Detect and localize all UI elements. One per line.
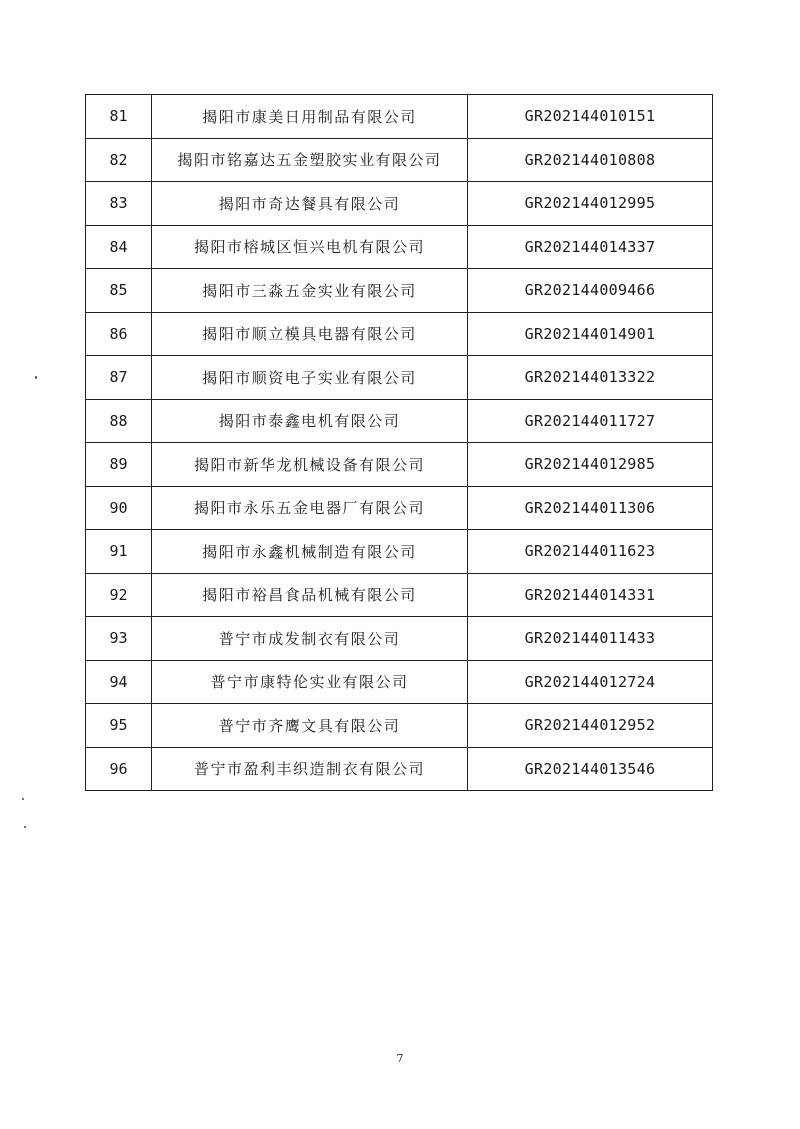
table-row xyxy=(86,443,713,487)
table-row xyxy=(86,399,713,443)
certificate-number: GR202144013546 xyxy=(468,747,713,791)
company-name: 普宁市齐鹰文具有限公司 xyxy=(152,704,468,748)
row-index: 85 xyxy=(86,269,152,313)
table-row xyxy=(86,704,713,748)
certificate-number: GR202144011727 xyxy=(468,399,713,443)
row-index: 90 xyxy=(86,486,152,530)
table-row xyxy=(86,617,713,661)
table-row xyxy=(86,660,713,704)
company-name: 揭阳市奇达餐具有限公司 xyxy=(152,182,468,226)
company-name: 揭阳市泰鑫电机有限公司 xyxy=(152,399,468,443)
company-name: 揭阳市永鑫机械制造有限公司 xyxy=(152,530,468,574)
table-row xyxy=(86,312,713,356)
table-row xyxy=(86,573,713,617)
certificate-number: GR202144010151 xyxy=(468,95,713,139)
company-name: 揭阳市顺资电子实业有限公司 xyxy=(152,356,468,400)
certificate-table xyxy=(85,94,713,791)
certificate-number: GR202144012724 xyxy=(468,660,713,704)
scan-speck xyxy=(22,798,24,800)
company-name: 揭阳市新华龙机械设备有限公司 xyxy=(152,443,468,487)
row-index: 94 xyxy=(86,660,152,704)
table-row xyxy=(86,95,713,139)
company-name: 揭阳市三淼五金实业有限公司 xyxy=(152,269,468,313)
table-row xyxy=(86,747,713,791)
table-row xyxy=(86,530,713,574)
row-index: 96 xyxy=(86,747,152,791)
company-name: 揭阳市裕昌食品机械有限公司 xyxy=(152,573,468,617)
certificate-number: GR202144014337 xyxy=(468,225,713,269)
certificate-number: GR202144009466 xyxy=(468,269,713,313)
certificate-number: GR202144010808 xyxy=(468,138,713,182)
page-number: 7 xyxy=(396,1052,404,1065)
row-index: 95 xyxy=(86,704,152,748)
certificate-number: GR202144014331 xyxy=(468,573,713,617)
certificate-number: GR202144011433 xyxy=(468,617,713,661)
certificate-number: GR202144011623 xyxy=(468,530,713,574)
row-index: 88 xyxy=(86,399,152,443)
table-row xyxy=(86,225,713,269)
company-name: 揭阳市铭嘉达五金塑胶实业有限公司 xyxy=(152,138,468,182)
table-row xyxy=(86,138,713,182)
row-index: 83 xyxy=(86,182,152,226)
company-name: 揭阳市榕城区恒兴电机有限公司 xyxy=(152,225,468,269)
scan-speck xyxy=(24,826,26,828)
row-index: 86 xyxy=(86,312,152,356)
certificate-number: GR202144012985 xyxy=(468,443,713,487)
certificate-number: GR202144011306 xyxy=(468,486,713,530)
certificate-number: GR202144013322 xyxy=(468,356,713,400)
row-index: 87 xyxy=(86,356,152,400)
scan-speck xyxy=(35,376,37,379)
company-name: 揭阳市永乐五金电器厂有限公司 xyxy=(152,486,468,530)
table-body xyxy=(86,95,713,791)
row-index: 81 xyxy=(86,95,152,139)
table-row xyxy=(86,182,713,226)
certificate-number: GR202144012995 xyxy=(468,182,713,226)
company-name: 普宁市康特伦实业有限公司 xyxy=(152,660,468,704)
certificate-number: GR202144014901 xyxy=(468,312,713,356)
table-row xyxy=(86,486,713,530)
company-name: 揭阳市康美日用制品有限公司 xyxy=(152,95,468,139)
company-name: 普宁市成发制衣有限公司 xyxy=(152,617,468,661)
row-index: 82 xyxy=(86,138,152,182)
certificate-number: GR202144012952 xyxy=(468,704,713,748)
company-name: 普宁市盈利丰织造制衣有限公司 xyxy=(152,747,468,791)
table-row xyxy=(86,269,713,313)
row-index: 91 xyxy=(86,530,152,574)
row-index: 93 xyxy=(86,617,152,661)
table-row xyxy=(86,356,713,400)
company-name: 揭阳市顺立模具电器有限公司 xyxy=(152,312,468,356)
row-index: 84 xyxy=(86,225,152,269)
row-index: 89 xyxy=(86,443,152,487)
row-index: 92 xyxy=(86,573,152,617)
